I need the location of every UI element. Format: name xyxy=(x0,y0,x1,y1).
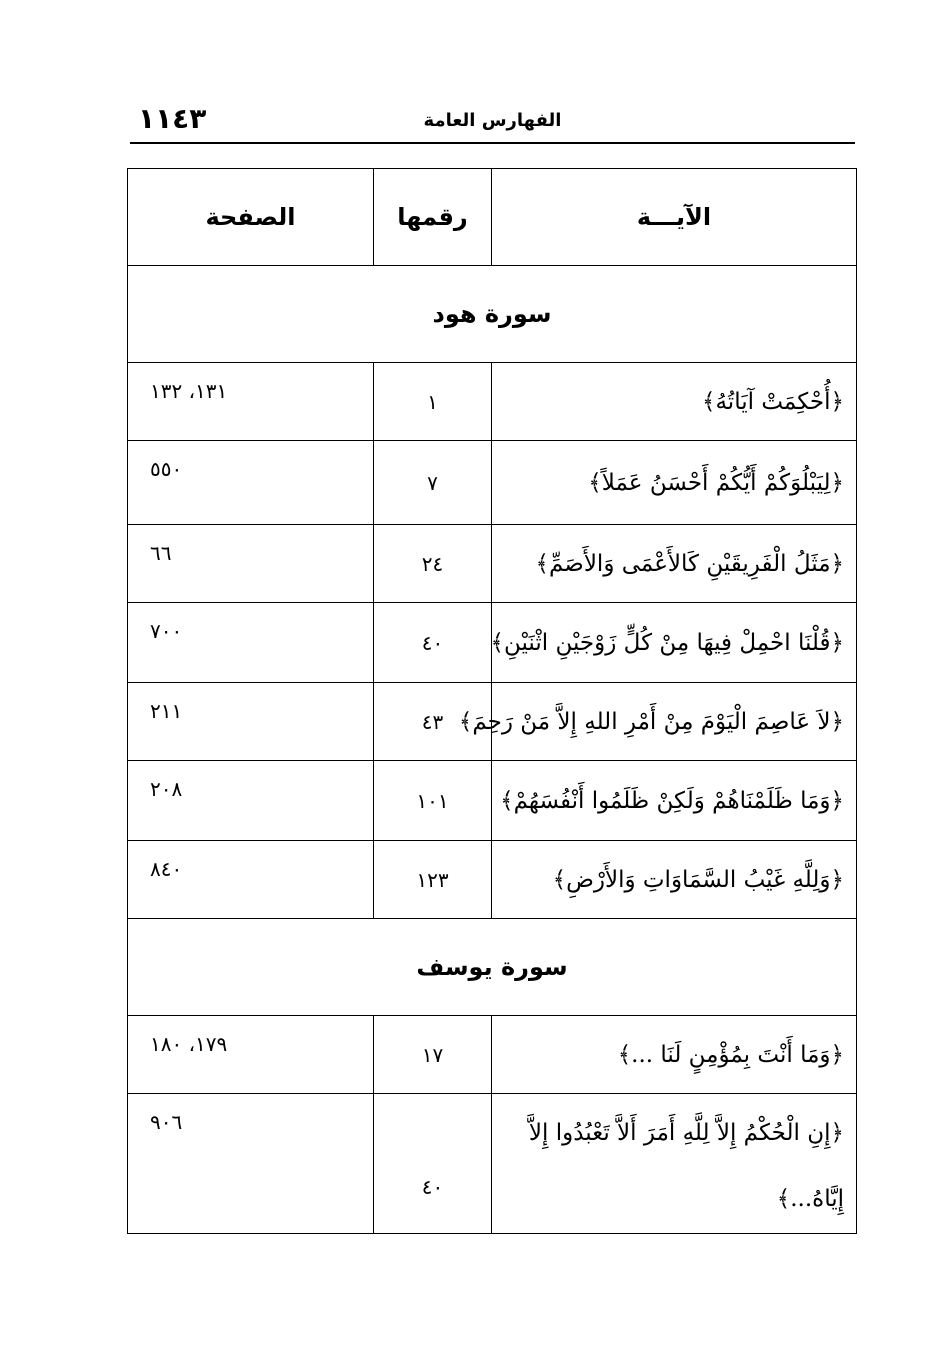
page-cell xyxy=(128,1016,374,1094)
verse-number-cell: ١ xyxy=(374,363,492,441)
table-header-row xyxy=(128,169,857,266)
page-cell xyxy=(128,683,374,761)
table-row xyxy=(128,841,857,919)
table-row xyxy=(128,683,857,761)
surah-heading-row xyxy=(128,919,857,1016)
page-header xyxy=(130,100,855,144)
column-header-verse: الآيـــة xyxy=(492,169,857,266)
verse-cell: ﴿وَلِلَّهِ غَيْبُ السَّمَاوَاتِ وَالأَرْضِ﴾ xyxy=(492,841,857,919)
page-ref: ١٧٩، ١٨٠ xyxy=(150,1032,228,1056)
page-cell xyxy=(128,363,374,441)
verse-cell: ﴿مَثَلُ الْفَرِيقَيْنِ كَالأَعْمَى وَالأَصَمِّ﴾ xyxy=(492,525,857,603)
page-cell xyxy=(128,441,374,525)
verse-number-cell: ٧ xyxy=(374,441,492,525)
table-row xyxy=(128,441,857,525)
verse-number-cell: ٢٤ xyxy=(374,525,492,603)
page-ref: ٧٠٠ xyxy=(150,619,183,643)
verse-cell: ﴿لاَ عَاصِمَ الْيَوْمَ مِنْ أَمْرِ اللهِ إِلاَّ مَنْ رَحِمَ﴾ xyxy=(492,683,857,761)
surah-heading: سورة هود xyxy=(128,266,857,363)
page-title: الفهارس العامة xyxy=(423,110,562,131)
page-ref: ٥٥٠ xyxy=(150,457,183,481)
verse-number-cell: ١٠١ xyxy=(374,761,492,841)
surah-heading: سورة يوسف xyxy=(128,919,857,1016)
page-cell xyxy=(128,525,374,603)
verse-cell: ﴿لِيَبْلُوَكُمْ أَيُّكُمْ أَحْسَنُ عَمَلاً﴾ xyxy=(492,441,857,525)
surah-heading-row xyxy=(128,266,857,363)
verse-number-cell: ١٧ xyxy=(374,1016,492,1094)
page-cell xyxy=(128,761,374,841)
page-ref: ١٣١، ١٣٢ xyxy=(150,379,228,403)
table-row xyxy=(128,525,857,603)
page-ref: ٩٠٦ xyxy=(150,1110,183,1134)
column-header-page: الصفحة xyxy=(128,169,374,266)
verse-index-table xyxy=(127,168,857,1234)
verse-cell: ﴿وَمَا ظَلَمْنَاهُمْ وَلَكِنْ ظَلَمُوا أَنْفُسَهُمْ﴾ xyxy=(492,761,857,841)
page-cell xyxy=(128,841,374,919)
verse-number-cell: ٤٠ xyxy=(374,1094,492,1234)
verse-cell: ﴿أُحْكِمَتْ آيَاتُهُ﴾ xyxy=(492,363,857,441)
page-ref: ٦٦ xyxy=(150,541,172,565)
page-ref: ٢١١ xyxy=(150,699,183,723)
page-cell xyxy=(128,1094,374,1234)
column-header-number: رقمها xyxy=(374,169,492,266)
page-ref: ٢٠٨ xyxy=(150,777,183,801)
verse-cell: ﴿قُلْنَا احْمِلْ فِيهَا مِنْ كُلٍّ زَوْجَيْنِ اثْنَيْنِ﴾ xyxy=(492,603,857,683)
verse-cell: ﴿إِنِ الْحُكْمُ إِلاَّ لِلَّهِ أَمَرَ أَلاَّ تَعْبُدُوا إِلاَّ إِيَّاهُ...﴾ xyxy=(492,1094,857,1234)
table-row xyxy=(128,363,857,441)
verse-number-cell: ٤٣ xyxy=(374,683,492,761)
verse-number-cell: ١٢٣ xyxy=(374,841,492,919)
table-row xyxy=(128,603,857,683)
page-ref: ٨٤٠ xyxy=(150,857,183,881)
verse-cell: ﴿وَمَا أَنْتَ بِمُؤْمِنٍ لَنَا ...﴾ xyxy=(492,1016,857,1094)
table-row xyxy=(128,761,857,841)
table-row xyxy=(128,1016,857,1094)
verse-number-cell: ٤٠ xyxy=(374,603,492,683)
page-number: ١١٤٣ xyxy=(138,102,207,135)
table-row xyxy=(128,1094,857,1234)
page-cell xyxy=(128,603,374,683)
